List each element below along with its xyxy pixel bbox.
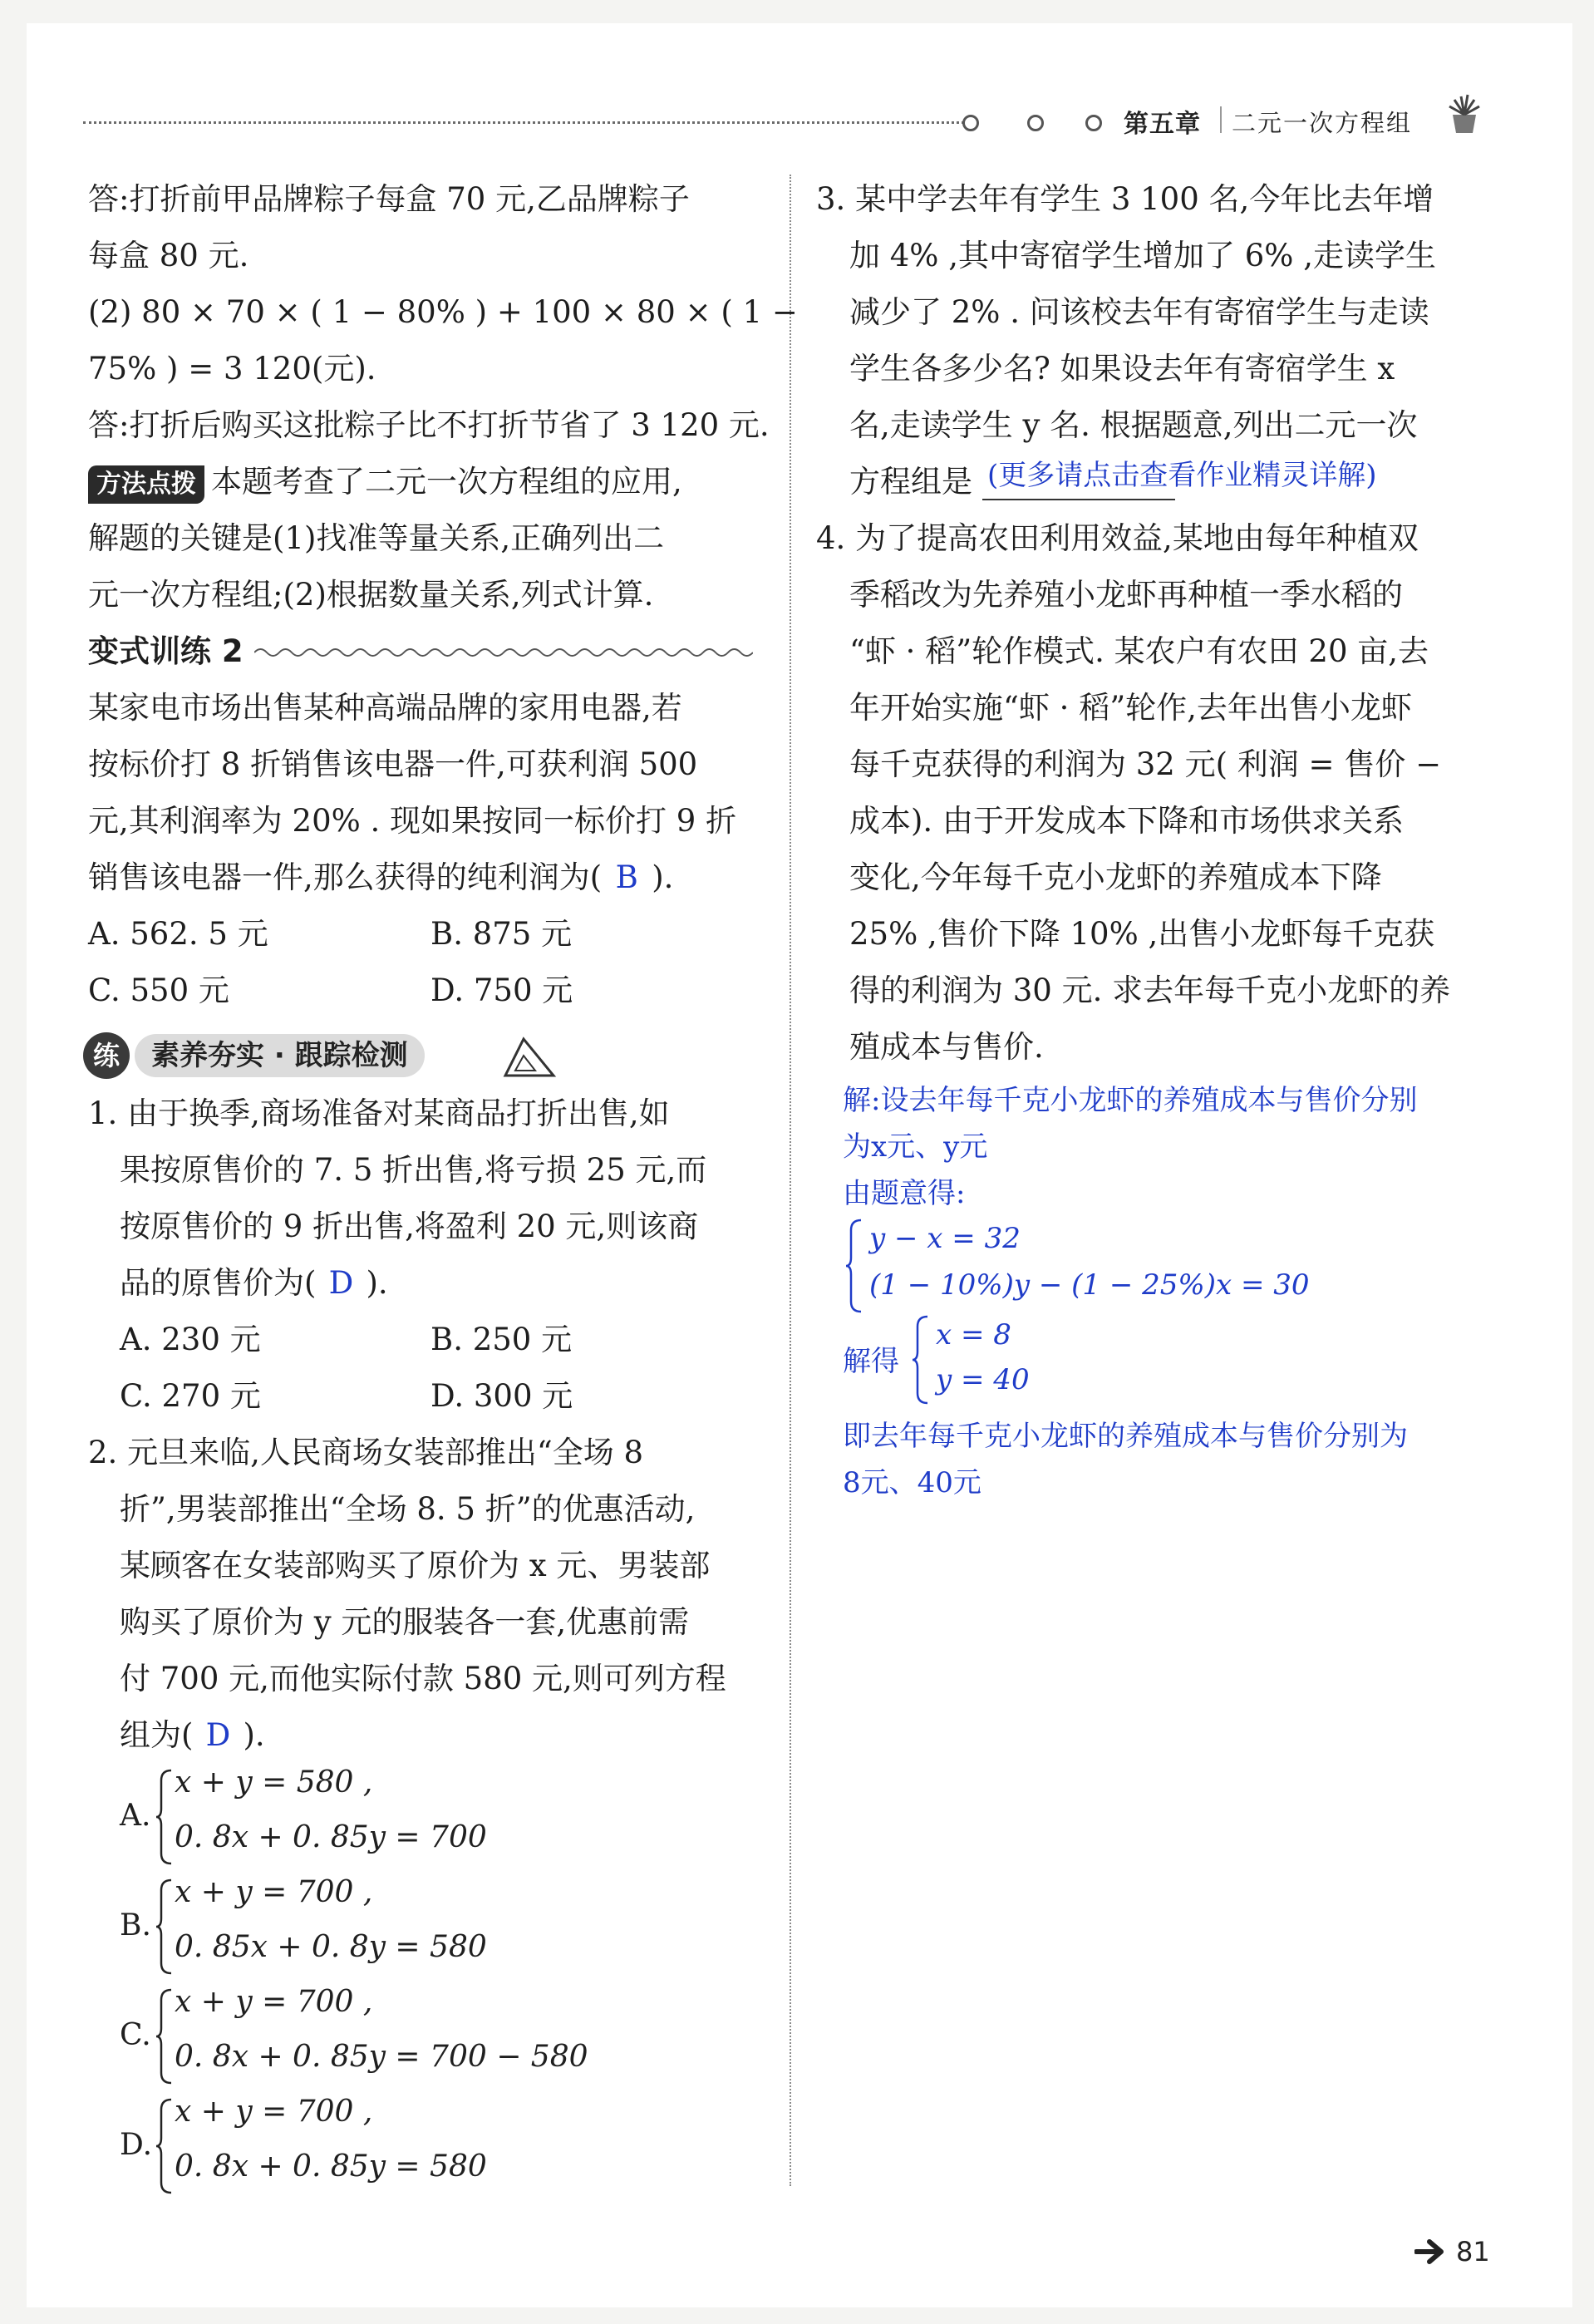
q2-line-1: 2. 元旦来临,人民商场女装部推出“全场 8: [88, 1435, 644, 1470]
variant-line-4: 销售该电器一件,那么获得的纯利润为( B ).: [88, 849, 673, 906]
q3-line-4: 学生各多少名? 如果设去年有寄宿学生 x: [849, 351, 1395, 387]
arrow-right-icon: [1414, 2238, 1448, 2266]
q1-option-a: A. 230 元: [120, 1322, 261, 1357]
page-number: 81: [1456, 2236, 1490, 2267]
brace-icon: [911, 1315, 931, 1405]
brace-icon: [155, 1878, 175, 1975]
q1-line-3: 按原售价的 9 折出售,将盈利 20 元,则该商: [120, 1209, 699, 1244]
q1-option-c: C. 270 元: [120, 1378, 261, 1414]
q1-line-4: 品的原售价为( D ).: [120, 1255, 388, 1312]
solution-result-1: x = 8: [936, 1318, 1011, 1352]
q4-line-2: 季稻改为先养殖小龙虾再种植一季水稻的: [849, 577, 1403, 613]
header-circle-icon: [1027, 115, 1044, 131]
q4-line-9: 得的利润为 30 元. 求去年每千克小龙虾的养: [849, 972, 1451, 1008]
q1-option-b: B. 250 元: [430, 1322, 573, 1357]
q3-line-6: 方程组是: [849, 464, 972, 500]
method-line-3: 元一次方程组;(2)根据数量关系,列式计算.: [88, 577, 654, 613]
wavy-rule: [254, 644, 753, 661]
ruler-triangle-icon: [499, 1034, 557, 1081]
section-banner: [83, 1027, 582, 1086]
method-line-1: 方法点拨 本题考查了二元一次方程组的应用,: [88, 454, 682, 510]
q4-line-6: 成本). 由于开发成本下降和市场供求关系: [849, 803, 1404, 839]
answer-2: 答:打折后购买这批粽子比不打折节省了 3 120 元.: [88, 407, 770, 443]
q2-line-5: 付 700 元,而他实际付款 580 元,则可列方程: [120, 1661, 726, 1696]
q4-line-1: 4. 为了提高农田利用效益,某地由每年种植双: [816, 520, 1419, 556]
variant-option-b: B. 875 元: [430, 916, 573, 952]
solution-equation-2: (1 − 10%)y − (1 − 25%)x = 30: [869, 1268, 1310, 1302]
q2-option-a: A. x + y = 580 , 0. 8x + 0. 85y = 700: [120, 1765, 552, 1869]
q2-answer: D: [205, 1717, 231, 1753]
variant-option-c: C. 550 元: [88, 972, 229, 1008]
q4-line-4: 年开始实施“虾 · 稻”轮作,去年出售小龙虾: [849, 690, 1412, 726]
q2-line-2: 折”,男装部推出“全场 8. 5 折”的优惠活动,: [120, 1491, 696, 1527]
solution-equation-1: y − x = 32: [869, 1222, 1021, 1255]
header-dotted-rule: [83, 121, 964, 124]
q2-line-6: 组为( D ).: [120, 1707, 265, 1764]
calc-line-2: 75% ) = 3 120(元).: [88, 351, 376, 387]
column-divider: [790, 175, 791, 2186]
variant-option-d: D. 750 元: [430, 972, 573, 1008]
answer-1-line-1: 答:打折前甲品牌粽子每盒 70 元,乙品牌粽子: [88, 181, 690, 217]
variant-line-3: 元,其利润率为 20% . 现如果按同一标价打 9 折: [88, 803, 737, 839]
q1-line-2: 果按原售价的 7. 5 折出售,将亏损 25 元,而: [120, 1152, 707, 1188]
solution-line-5: 8元、40元: [843, 1466, 981, 1499]
q3-line-1: 3. 某中学去年有学生 3 100 名,今年比去年增: [816, 181, 1434, 217]
solution-solve-label: 解得: [843, 1345, 899, 1378]
q1-answer: D: [328, 1265, 354, 1301]
q3-line-5: 名,走读学生 y 名. 根据题意,列出二元一次: [849, 407, 1418, 443]
header-circle-icon: [962, 115, 979, 131]
solution-line-1: 解:设去年每千克小龙虾的养殖成本与售价分别: [843, 1084, 1418, 1117]
variant-answer: B: [615, 859, 638, 895]
q4-line-7: 变化,今年每千克小龙虾的养殖成本下降: [849, 859, 1382, 895]
q4-line-5: 每千克获得的利润为 32 元( 利润 = 售价 −: [849, 746, 1442, 782]
chapter-title: 二元一次方程组: [1232, 109, 1413, 137]
detail-link[interactable]: (更多请点击查看作业精灵详解): [987, 459, 1377, 492]
answer-blank-line: [982, 499, 1175, 500]
plant-pot-icon: [1446, 93, 1483, 135]
variant-option-a: A. 562. 5 元: [88, 916, 268, 952]
q2-option-b: B. x + y = 700 , 0. 85x + 0. 8y = 580: [120, 1875, 552, 1978]
solution-line-4: 即去年每千克小龙虾的养殖成本与售价分别为: [843, 1420, 1408, 1453]
variant-line-2: 按标价打 8 折销售该电器一件,可获利润 500: [88, 746, 698, 782]
chapter-label: 第五章: [1124, 110, 1201, 139]
brace-icon: [155, 1769, 175, 1865]
q4-line-8: 25% ,售价下降 10% ,出售小龙虾每千克获: [849, 916, 1435, 952]
practice-icon: 练: [83, 1032, 130, 1079]
header-circle-icon: [1085, 115, 1102, 131]
q2-option-c: C. x + y = 700 , 0. 8x + 0. 85y = 700 − 580: [120, 1985, 585, 2088]
variant-title: 变式训练 2: [88, 633, 244, 669]
method-line-2: 解题的关键是(1)找准等量关系,正确列出二: [88, 520, 665, 556]
q1-line-1: 1. 由于换季,商场准备对某商品打折出售,如: [88, 1096, 670, 1131]
solution-line-3: 由题意得:: [843, 1177, 966, 1210]
q2-line-4: 购买了原价为 y 元的服装各一套,优惠前需: [120, 1604, 690, 1640]
brace-icon: [155, 1988, 175, 2085]
variant-line-1: 某家电市场出售某种高端品牌的家用电器,若: [88, 690, 682, 726]
q2-line-3: 某顾客在女装部购买了原价为 x 元、男装部: [120, 1548, 711, 1583]
calc-line-1: (2) 80 × 70 × ( 1 − 80% ) + 100 × 80 × ( 1 −: [88, 294, 798, 330]
solution-line-2: 为x元、y元: [843, 1130, 988, 1164]
section-title: 素养夯实 · 跟踪检测: [135, 1034, 425, 1077]
brace-icon: [844, 1219, 864, 1313]
q3-line-3: 减少了 2% . 问该校去年有寄宿学生与走读: [849, 294, 1429, 330]
method-tag: 方法点拨: [88, 465, 204, 504]
q2-option-d: D. x + y = 700 , 0. 8x + 0. 85y = 580: [120, 2095, 552, 2198]
q1-option-d: D. 300 元: [430, 1378, 573, 1414]
answer-1-line-2: 每盒 80 元.: [88, 238, 249, 273]
solution-result-2: y = 40: [936, 1363, 1030, 1396]
brace-icon: [155, 2098, 175, 2194]
q4-line-3: “虾 · 稻”轮作模式. 某农户有农田 20 亩,去: [849, 633, 1429, 669]
q4-line-10: 殖成本与售价.: [849, 1029, 1044, 1065]
header-separator: [1220, 106, 1222, 133]
q3-line-2: 加 4% ,其中寄宿学生增加了 6% ,走读学生: [849, 238, 1436, 273]
